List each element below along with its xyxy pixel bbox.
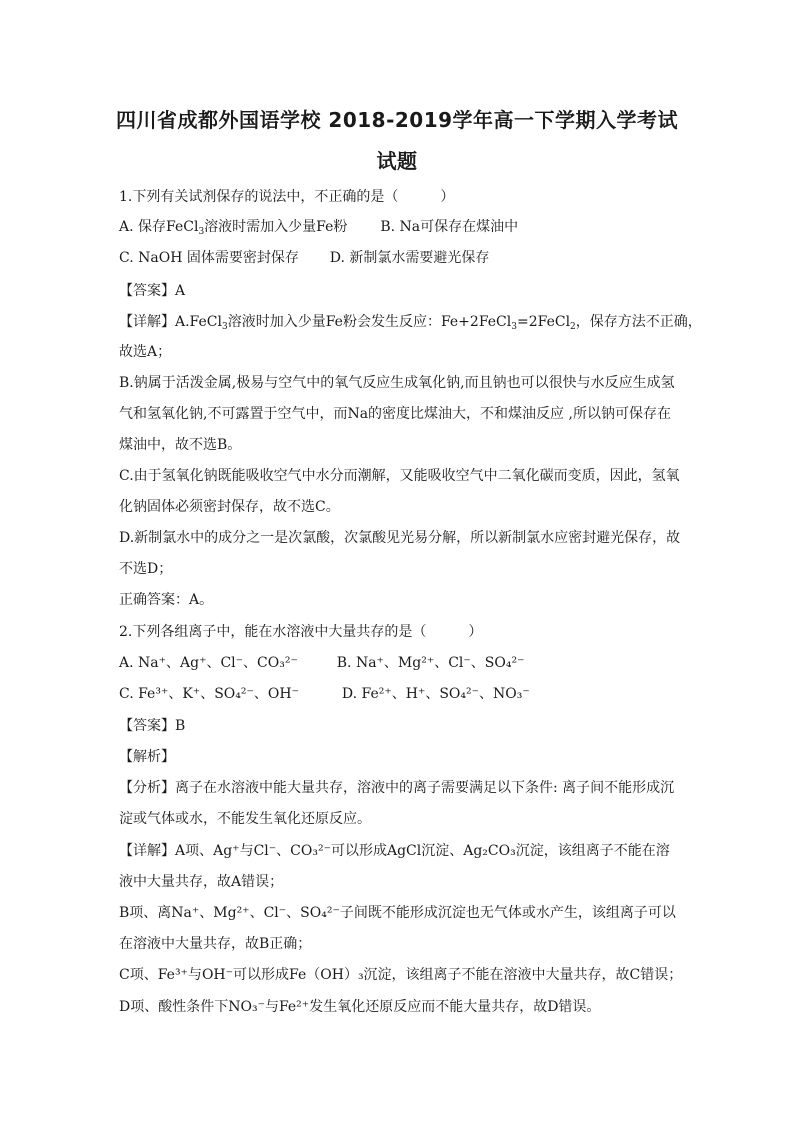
option-d: D. Fe²⁺、H⁺、SO₄²⁻、NO₃⁻ — [341, 686, 530, 702]
question-1-detail-line-3: B.钠属于活泼金属,极易与空气中的氧气反应生成氧化钠,而且钠也可以很快与水反应生成氢 — [119, 375, 675, 391]
option-a-text-rest: 溶液时需加入少量Fe粉 — [204, 219, 348, 235]
question-2-detail-line-6: D项、酸性条件下NO₃⁻与Fe²⁺发生氧化还原反应而不能大量共存，故D错误。 — [119, 999, 601, 1015]
question-2-detail-line-5: C项、Fe³⁺与OH⁻可以形成Fe（OH）₃沉淀，该组离子不能在溶液中大量共存，故C错误； — [119, 967, 683, 983]
question-2-detail-line-2: 液中大量共存，故A错误； — [119, 874, 284, 890]
question-2-options-cd — [119, 685, 679, 703]
subscript: 2 — [570, 322, 576, 332]
question-1-detail-line-1 — [119, 313, 702, 336]
subscript: 3 — [511, 322, 517, 332]
option-a: A. Na⁺、Ag⁺、Cl⁻、CO₃²⁻ — [119, 655, 298, 671]
question-2-analysis-line-2: 淀或气体或水，不能发生氧化还原反应。 — [119, 811, 371, 827]
option-b: B. Na可保存在煤油中 — [380, 219, 519, 235]
question-2-stem: 2.下列各组离子中，能在水溶液中大量共存的是（ ） — [119, 624, 483, 640]
question-1-detail-line-4: 气和氢氧化钠,不可露置于空气中，而Na的密度比煤油大，不和煤油反应 ,所以钠可保存在 — [119, 406, 671, 422]
detail-text: ，保存方法不正确， — [575, 314, 702, 330]
question-2-detail-line-4: 在溶液中大量共存，故B正确； — [119, 936, 312, 952]
option-b: B. Na⁺、Mg²⁺、Cl⁻、SO₄²⁻ — [336, 655, 525, 671]
question-1-options-cd — [119, 249, 679, 267]
question-2-detail-line-1: 【详解】A项、Ag⁺与Cl⁻、CO₃²⁻可以形成AgCl沉淀、Ag₂CO₃沉淀，该组离子不能在溶 — [119, 843, 670, 859]
question-1-conclusion: 正确答案：A。 — [119, 592, 214, 608]
question-2-detail-line-3: B项、离Na⁺、Mg²⁺、Cl⁻、SO₄²⁻子间既不能形成沉淀也无气体或水产生，该组离子可以 — [119, 905, 676, 921]
question-2-answer: 【答案】B — [119, 718, 186, 734]
option-d: D. 新制氯水需要避光保存 — [329, 250, 490, 266]
question-1-detail-line-6: C.由于氢氧化钠既能吸收空气中水分而潮解，又能吸收空气中二氧化碳而变质，因此，氢氧 — [119, 468, 680, 484]
question-1-detail-line-8: D.新制氯水中的成分之一是次氯酸，次氯酸见光易分解，所以新制氯水应密封避光保存，故 — [119, 530, 681, 546]
detail-text: 溶液时加入少量Fe粉会发生反应：Fe+2FeCl — [227, 314, 512, 330]
detail-text: 【详解】A.FeCl — [119, 314, 222, 330]
question-1-options-ab — [119, 218, 679, 241]
question-2-options-ab — [119, 654, 679, 672]
question-2-analysis-heading: 【解析】 — [119, 749, 175, 765]
subscript: 3 — [221, 322, 228, 332]
question-1-stem: 1.下列有关试剂保存的说法中，不正确的是（ ） — [119, 189, 455, 205]
question-1-detail-line-7: 化钠固体必须密封保存，故不选C。 — [119, 499, 340, 515]
subscript: 3 — [198, 227, 205, 237]
question-2-analysis-line-1: 【分析】离子在水溶液中能大量共存，溶液中的离子需要满足以下条件: 离子间不能形成沉 — [119, 780, 675, 796]
document-title-continued: 试题 — [376, 149, 418, 173]
question-1-detail-line-9: 不选D； — [119, 561, 173, 577]
question-1-answer: 【答案】A — [119, 283, 186, 299]
question-1-detail-line-5: 煤油中，故不选B。 — [119, 437, 242, 453]
option-a-text: A. 保存FeCl — [119, 219, 199, 235]
option-a — [119, 219, 347, 235]
option-c: C. NaOH 固体需要密封保存 — [119, 250, 299, 266]
question-1-detail-line-2: 故选A； — [119, 344, 172, 360]
document-title: 四川省成都外国语学校 2018-2019学年高一下学期入学考试 — [115, 108, 679, 132]
detail-text: =2FeCl — [516, 314, 571, 330]
option-c: C. Fe³⁺、K⁺、SO₄²⁻、OH⁻ — [119, 686, 299, 702]
